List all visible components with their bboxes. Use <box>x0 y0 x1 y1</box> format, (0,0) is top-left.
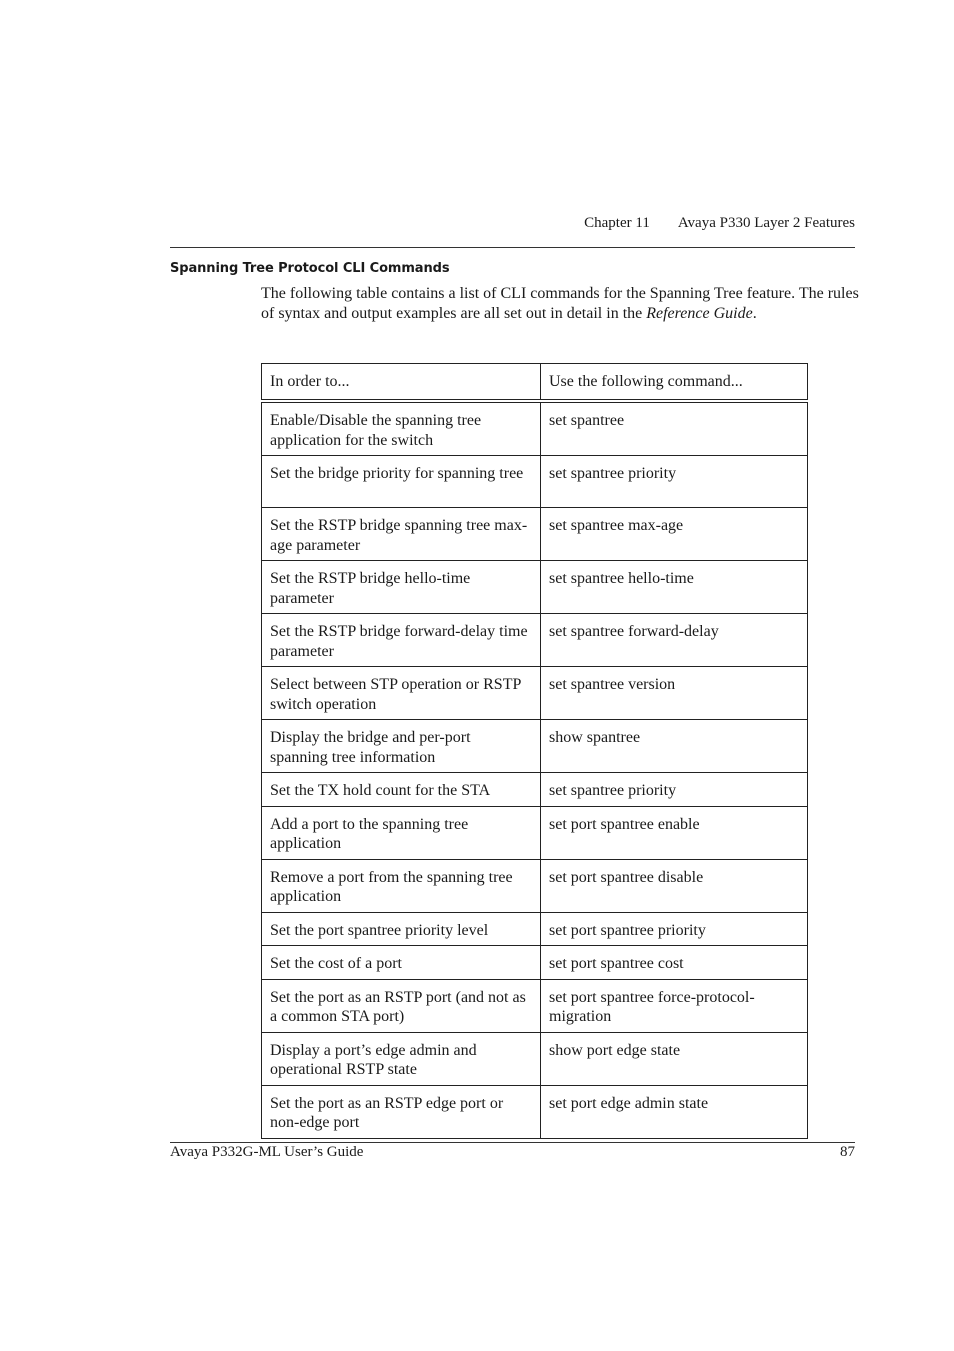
column-header-command: Use the following command... <box>541 364 808 402</box>
row-command: set spantree hello-time <box>541 561 808 614</box>
running-footer <box>170 1144 855 1161</box>
table-row <box>262 720 808 773</box>
row-purpose: Set the RSTP bridge hello-time parameter <box>262 561 541 614</box>
row-purpose: Display a port’s edge admin and operational RSTP state <box>262 1032 541 1085</box>
table-row <box>262 979 808 1032</box>
running-header <box>170 215 855 235</box>
row-purpose: Enable/Disable the spanning tree application for the switch <box>262 401 541 456</box>
intro-text: The following table contains a list of CLI commands for the Spanning Tree feature. The rules of syntax and output examples are all set out in detail in the <box>261 285 859 322</box>
row-purpose: Set the port spantree priority level <box>262 912 541 946</box>
table-row <box>262 1032 808 1085</box>
row-command: show spantree <box>541 720 808 773</box>
row-command: set port spantree disable <box>541 859 808 912</box>
row-command: set port spantree priority <box>541 912 808 946</box>
row-command: set port spantree enable <box>541 806 808 859</box>
chapter-title: Avaya P330 Layer 2 Features <box>677 215 855 231</box>
page-number: 87 <box>840 1144 855 1160</box>
table-row <box>262 667 808 720</box>
table-row <box>262 912 808 946</box>
row-command: set spantree <box>541 401 808 456</box>
intro-paragraph <box>261 284 861 323</box>
row-purpose: Set the port as an RSTP port (and not as a common STA port) <box>262 979 541 1032</box>
table-row <box>262 859 808 912</box>
row-purpose: Set the port as an RSTP edge port or non-edge port <box>262 1085 541 1138</box>
row-purpose: Select between STP operation or RSTP switch operation <box>262 667 541 720</box>
guide-title: Avaya P332G-ML User’s Guide <box>170 1144 364 1160</box>
row-command: set spantree max-age <box>541 508 808 561</box>
row-command: set spantree forward-delay <box>541 614 808 667</box>
row-command: set spantree priority <box>541 773 808 807</box>
row-purpose: Set the bridge priority for spanning tree <box>262 456 541 508</box>
table-row <box>262 806 808 859</box>
column-header-purpose: In order to... <box>262 364 541 402</box>
row-purpose: Display the bridge and per-port spanning tree information <box>262 720 541 773</box>
cli-command-table <box>261 363 808 1139</box>
intro-end: . <box>752 304 757 322</box>
table-row <box>262 561 808 614</box>
table-row <box>262 508 808 561</box>
header-rule <box>170 247 855 248</box>
row-command: set port spantree force-protocol-migration <box>541 979 808 1032</box>
row-command: set spantree priority <box>541 456 808 508</box>
footer-rule <box>170 1142 855 1143</box>
table-row <box>262 946 808 980</box>
table-header-row <box>262 364 808 402</box>
row-purpose: Remove a port from the spanning tree application <box>262 859 541 912</box>
table-row <box>262 614 808 667</box>
table-row <box>262 456 808 508</box>
section-heading: Spanning Tree Protocol CLI Commands <box>170 261 450 276</box>
row-command: show port edge state <box>541 1032 808 1085</box>
row-command: set spantree version <box>541 667 808 720</box>
table-row <box>262 773 808 807</box>
table-row <box>262 401 808 456</box>
row-command: set port spantree cost <box>541 946 808 980</box>
chapter-label: Chapter 11 <box>584 215 650 231</box>
reference-guide-link-text: Reference Guide <box>646 304 753 322</box>
row-purpose: Set the RSTP bridge spanning tree max-age parameter <box>262 508 541 561</box>
table-row <box>262 1085 808 1138</box>
row-purpose: Set the cost of a port <box>262 946 541 980</box>
row-purpose: Set the TX hold count for the STA <box>262 773 541 807</box>
row-purpose: Set the RSTP bridge forward-delay time parameter <box>262 614 541 667</box>
row-command: set port edge admin state <box>541 1085 808 1138</box>
row-purpose: Add a port to the spanning tree application <box>262 806 541 859</box>
